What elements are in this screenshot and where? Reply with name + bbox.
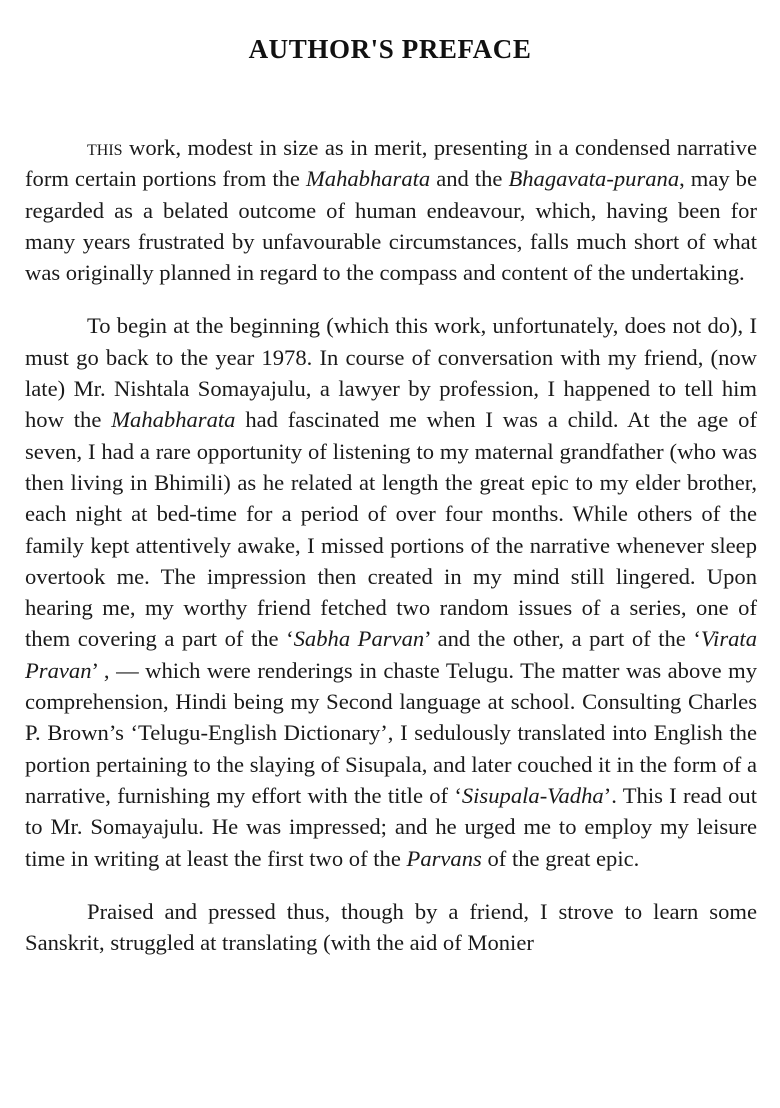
paragraph-1-text-c: , may be regarded as a belated outcome of human endeavour, which, having been for many years frustrated by unfavourable circumstances, falls much short of what was originally planned in regard to the compass and content of the undertaking. (25, 166, 758, 286)
paragraph-2-text-f: of the great epic. (481, 845, 640, 871)
paragraph-2-text-b: had fascinated me when I was a child. At the age of seven, I had a rare opportunity of listening to my maternal grandfather (who was then living in Bhimili) as he related at length the great epic to my elder brother, each night at bed-time for a period of over four months. While others of the family kept attentively awake, I missed portions of the narrative whenever sleep overtook me. The impression then created in my mind still lingered. Upon hearing me, my worthy friend fetched two random issues of a series, one of them covering a part of the ‘ (25, 407, 757, 652)
paragraph-2-text-c: ’ and the other, a part of the ‘ (424, 626, 701, 652)
paragraph-2-italic-sabha-parvan: Sabha Parvan (293, 626, 425, 652)
paragraph-2-italic-sisupala-vadha: Sisupala-Vadha (461, 782, 604, 808)
paragraph-1-text-a: work, modest in size as in merit, presenting in a condensed narrative form certain portions from the (25, 135, 757, 192)
paragraph-1-text-b: and the (430, 166, 509, 192)
paragraph-1-lead-smallcaps: this (87, 135, 123, 160)
paragraph-2-text-d: ’ , — which were renderings in chaste Telugu. The matter was above my comprehension, Hindi being my Second language at school. Consulting Charles P. Brown’s ‘Telugu-English Dictionary’, I sedulously translated into English the portion pertaining to the slaying of Sisupala, and later couched it in the form of a narrative, furnishing my effort with the title of ‘ (25, 657, 757, 808)
page-title: AUTHOR'S PREFACE (248, 34, 532, 64)
body-text-column (25, 132, 757, 958)
paragraph-2-italic-virata-pravan: Virata Pravan (25, 626, 757, 683)
paragraph-3 (25, 896, 757, 959)
paragraph-2-italic-parvans: Parvans (406, 845, 482, 871)
paragraph-1-italic-mahabharata: Mahabharata (305, 166, 431, 192)
paragraph-1-italic-bhagavata-purana: Bhagavata-purana (508, 166, 680, 192)
paragraph-3-text-a: Praised and pressed thus, though by a friend, I strove to learn some Sanskrit, struggled at translating (with the aid of Monier (25, 898, 757, 956)
paragraph-2-italic-mahabharata: Mahabharata (111, 407, 236, 433)
paragraph-1 (25, 132, 757, 288)
paragraph-2-text-e: ’. This I read out to Mr. Somayajulu. He was impressed; and he urged me to employ my leisure time in writing at least the first two of the (25, 782, 757, 871)
paragraph-2-text-a: To begin at the beginning (which this work, unfortunately, does not do), I must go back to the year 1978. In course of conversation with my friend, (now late) Mr. Nishtala Somayajulu, a lawyer by profession, I happened to tell him how the (25, 313, 757, 433)
paragraph-2 (25, 310, 757, 873)
